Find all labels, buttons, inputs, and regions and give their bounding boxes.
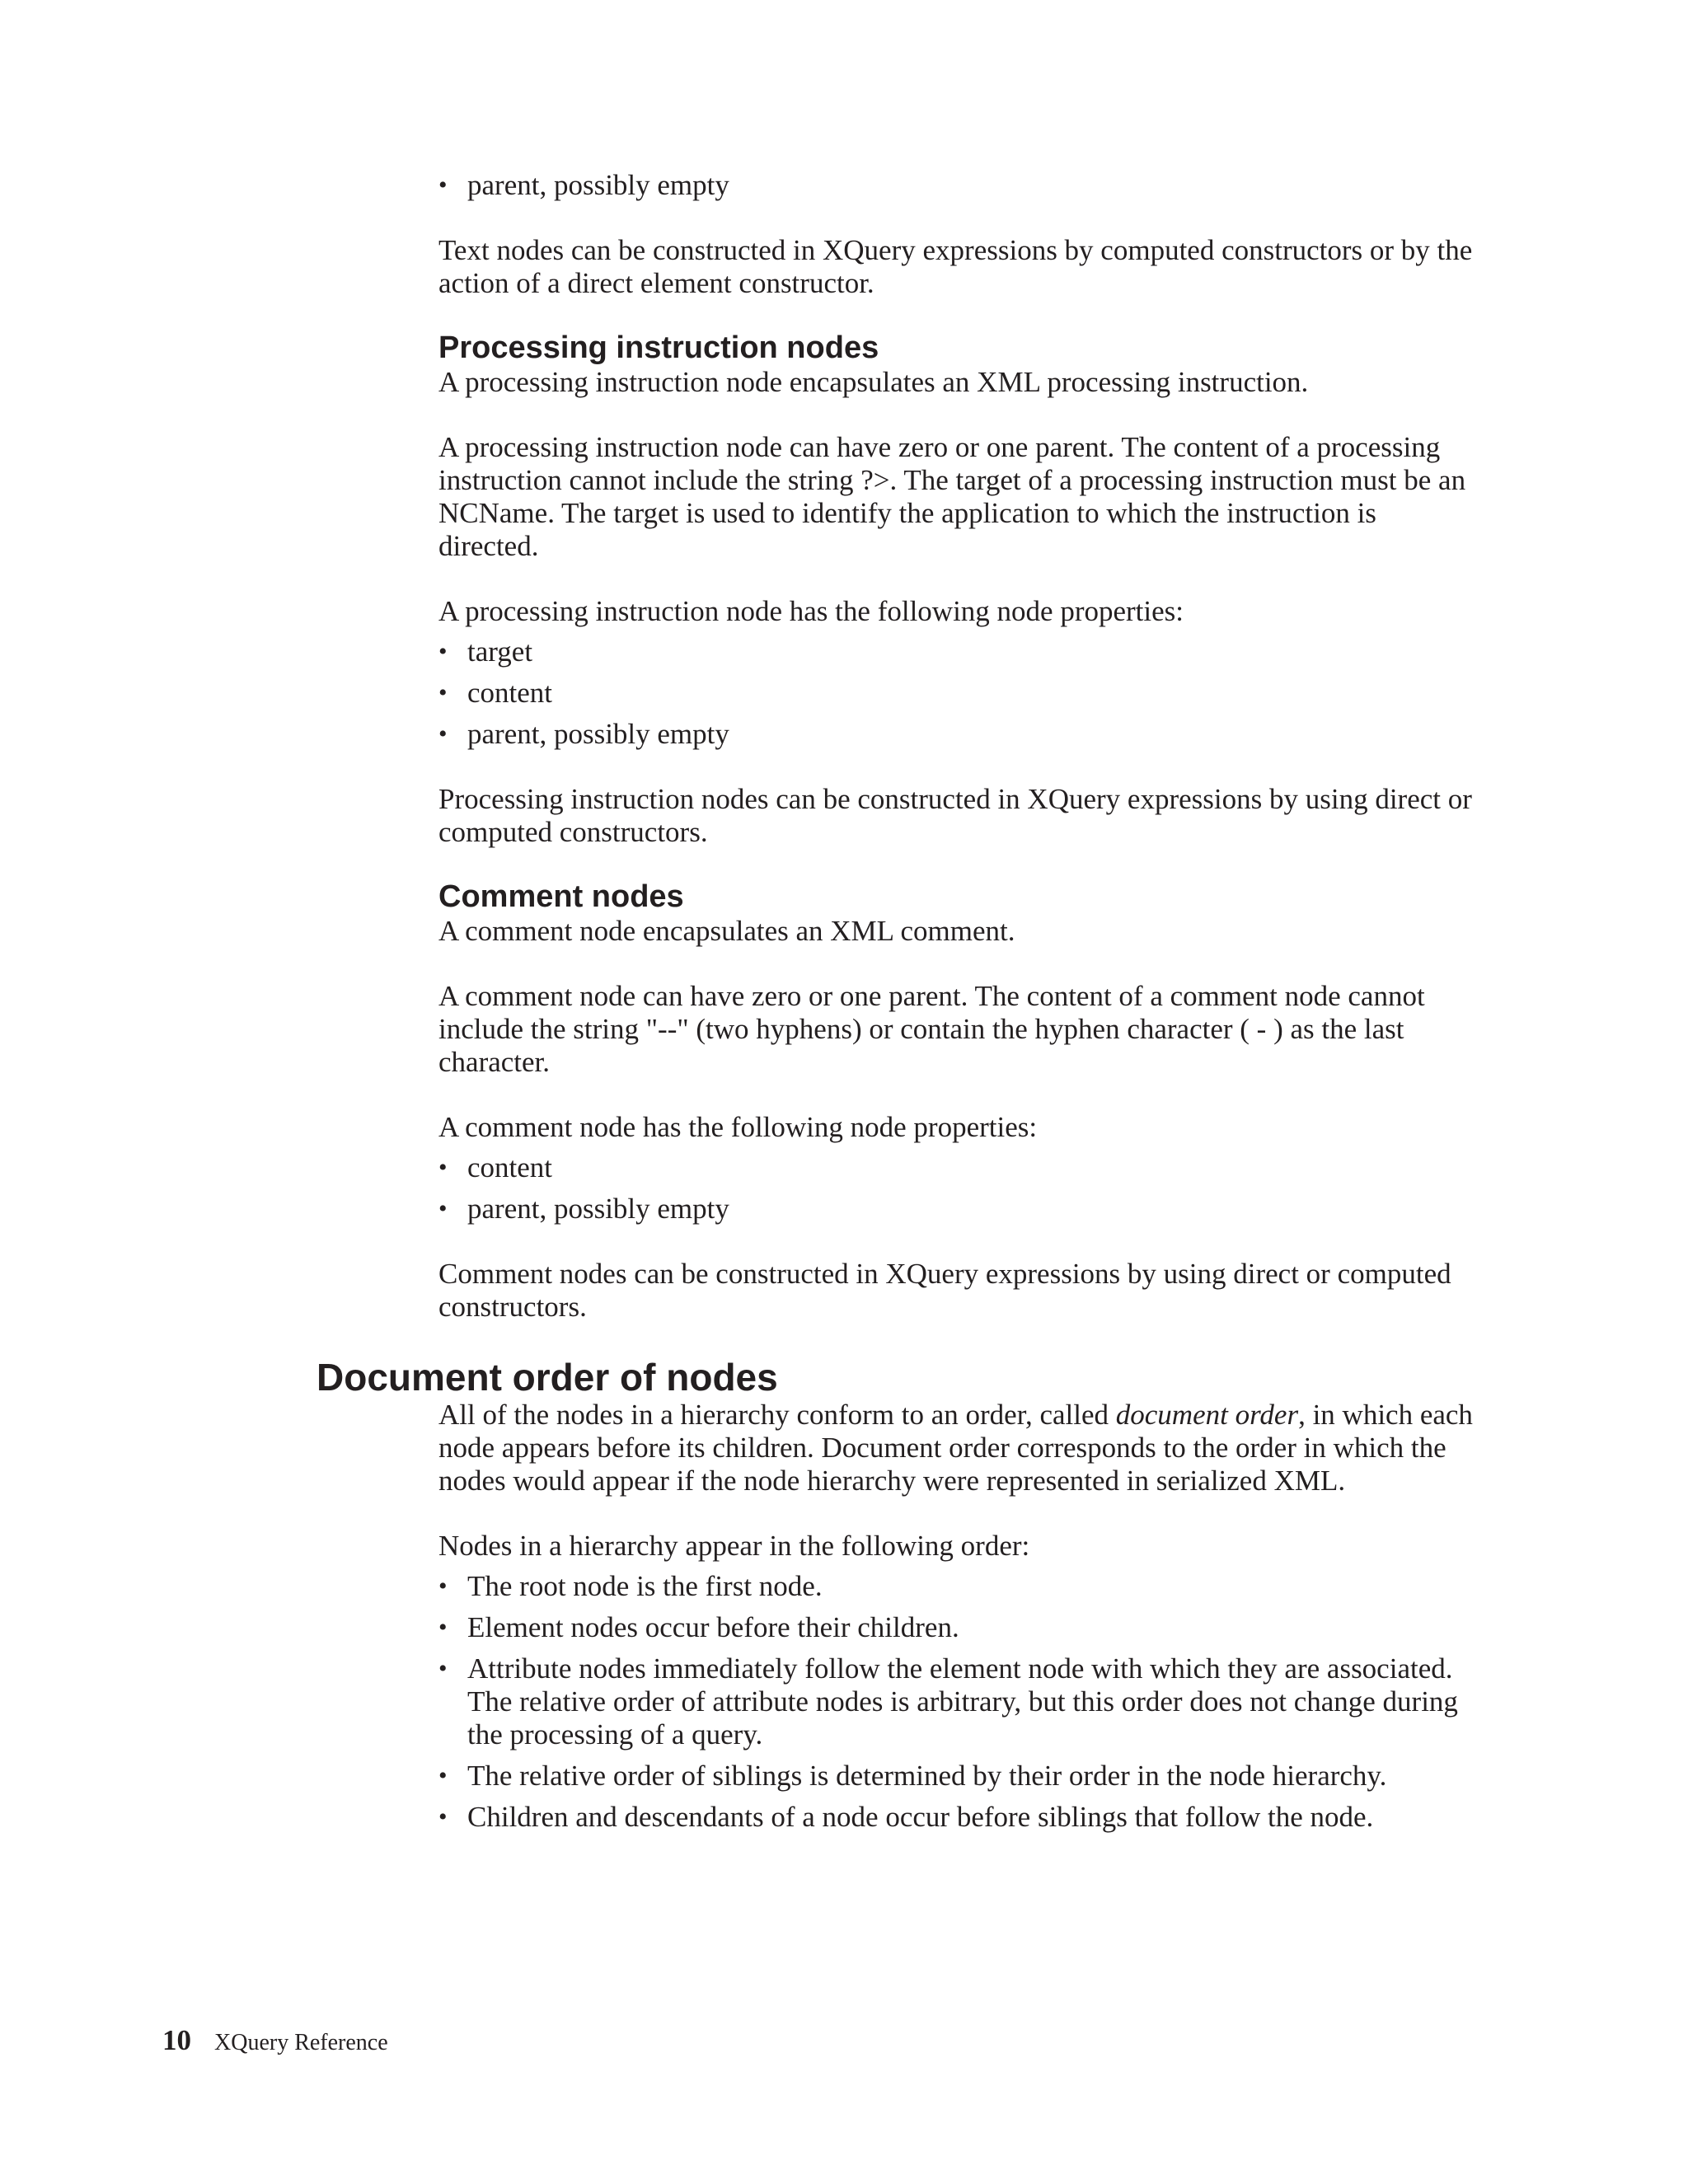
processing-instruction-heading: Processing instruction nodes xyxy=(438,330,879,365)
comment-nodes-closing: Comment nodes can be constructed in XQuery expressions by using direct or computed constructors. xyxy=(438,1258,1451,1323)
list-item: • Children and descendants of a node occur before siblings that follow the node. xyxy=(438,1801,1477,1834)
processing-instruction-intro: A processing instruction node encapsulates an XML processing instruction. xyxy=(438,366,1309,398)
processing-instruction-closing: Processing instruction nodes can be constructed in XQuery expressions by using direct or computed constructors. xyxy=(438,783,1472,848)
document-order-list xyxy=(438,1570,1477,1834)
processing-instruction-properties-list xyxy=(438,635,1477,751)
document-order-list-intro: Nodes in a hierarchy appear in the following order: xyxy=(438,1530,1030,1562)
comment-nodes-intro: A comment node encapsulates an XML comment. xyxy=(438,915,1015,947)
comment-nodes-properties-intro: A comment node has the following node properties: xyxy=(438,1111,1038,1143)
list-item: • content xyxy=(438,677,1477,710)
document-title: XQuery Reference xyxy=(214,2030,388,2055)
comment-nodes-properties-list xyxy=(438,1151,1477,1226)
comment-nodes-heading: Comment nodes xyxy=(438,879,684,914)
document-order-intro-before: All of the nodes in a hierarchy conform to an order, called xyxy=(438,1399,1116,1431)
text-node-properties-list xyxy=(438,169,1477,202)
document-order-heading: Document order of nodes xyxy=(316,1356,778,1399)
text-nodes-closing-paragraph: Text nodes can be constructed in XQuery expressions by computed constructors or by the action of a direct element constructor. xyxy=(438,234,1473,299)
list-item: • parent, possibly empty xyxy=(438,169,1477,202)
list-item: • target xyxy=(438,635,1477,668)
list-item: • Element nodes occur before their children. xyxy=(438,1611,1477,1644)
page-body xyxy=(316,169,1477,1866)
list-item: • parent, possibly empty xyxy=(438,1193,1477,1226)
list-item: • parent, possibly empty xyxy=(438,718,1477,751)
processing-instruction-properties-intro: A processing instruction node has the following node properties: xyxy=(438,595,1184,627)
list-item: • The root node is the first node. xyxy=(438,1570,1477,1603)
list-item: • The relative order of siblings is determined by their order in the node hierarchy. xyxy=(438,1760,1477,1793)
comment-nodes-description: A comment node can have zero or one parent. The content of a comment node cannot include the string "--" (two hyphens) or contain the hyphen character ( - ) as the last character. xyxy=(438,980,1425,1078)
document-order-intro xyxy=(438,1399,1477,1497)
list-item: • content xyxy=(438,1151,1477,1184)
page-footer xyxy=(162,2024,388,2057)
list-item: • Attribute nodes immediately follow the element node with which they are associated. The relative order of attribute nodes is arbitrary, but this order does not change during the processing of a query. xyxy=(438,1652,1477,1751)
processing-instruction-description: A processing instruction node can have zero or one parent. The content of a processing instruction cannot include the string ?>. The target of a processing instruction must be an NCName. The target is used to identify the application to which the instruction is directed. xyxy=(438,431,1466,562)
document-order-term: document order xyxy=(1115,1399,1299,1431)
page-number: 10 xyxy=(162,2024,191,2056)
document-order-intro-after: , in which each node appears before its children. Document order corresponds to the order in which the nodes would appear if the node hierarchy were represented in serialized XML. xyxy=(438,1399,1473,1497)
